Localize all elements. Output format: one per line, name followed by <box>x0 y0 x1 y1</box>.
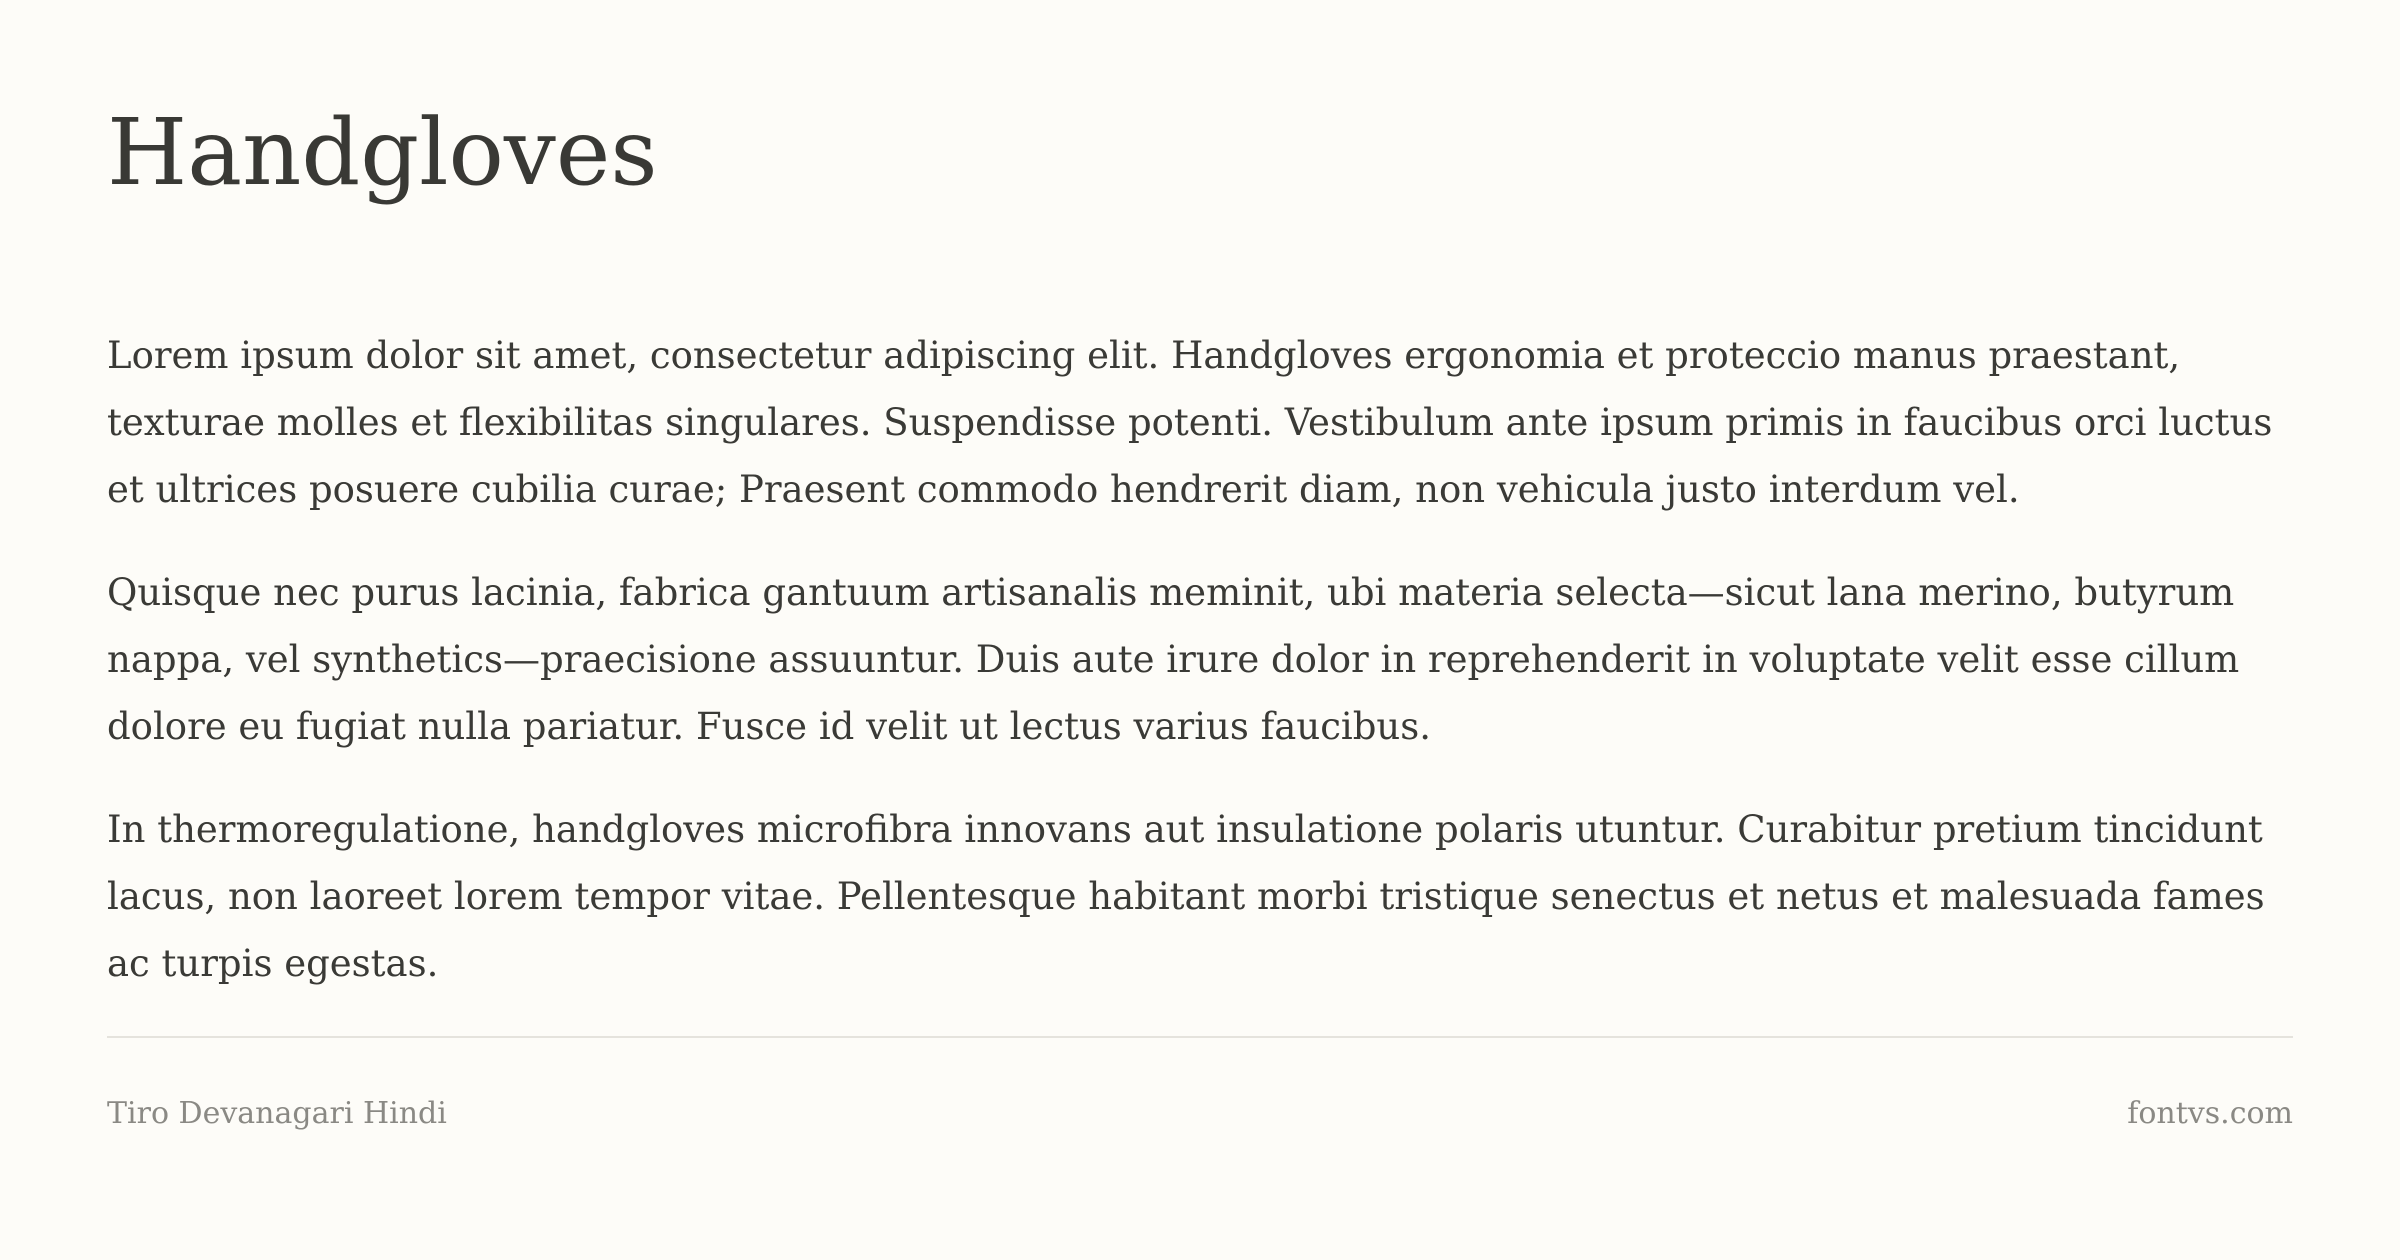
footer-divider <box>107 1036 2293 1038</box>
paragraph-2: Quisque nec purus lacinia, fabrica gantuum artisanalis meminit, ubi materia selecta—sicut lana merino, butyrum nappa, vel synthetics—praecisione assuuntur. Duis aute irure dolor in reprehenderit in voluptate velit esse cillum dolore eu fugiat nulla pariatur. Fusce id velit ut lectus varius faucibus. <box>107 571 2240 748</box>
font-name-label: Tiro Devanagari Hindi <box>107 1096 447 1131</box>
body-text <box>107 322 2293 1033</box>
paragraph-1: Lorem ipsum dolor sit amet, consectetur adipiscing elit. Handgloves ergonomia et proteccio manus praestant, texturae molles et flexibilitas singulares. Suspendisse potenti. Vestibulum ante ipsum primis in faucibus orci luctus et ultrices posuere cubilia curae; Praesent commodo hendrerit diam, non vehicula justo interdum vel. <box>107 334 2273 511</box>
page-title: Handgloves <box>107 99 658 206</box>
site-label: fontvs.com <box>2127 1096 2293 1131</box>
footer <box>107 1096 2293 1131</box>
paragraph-3: In thermoregulatione, handgloves microfibra innovans aut insulatione polaris utuntur. Curabitur pretium tincidunt lacus, non laoreet lorem tempor vitae. Pellentesque habitant morbi tristique senectus et netus et malesuada fames ac turpis egestas. <box>107 808 2265 985</box>
specimen-page <box>107 0 2293 1260</box>
